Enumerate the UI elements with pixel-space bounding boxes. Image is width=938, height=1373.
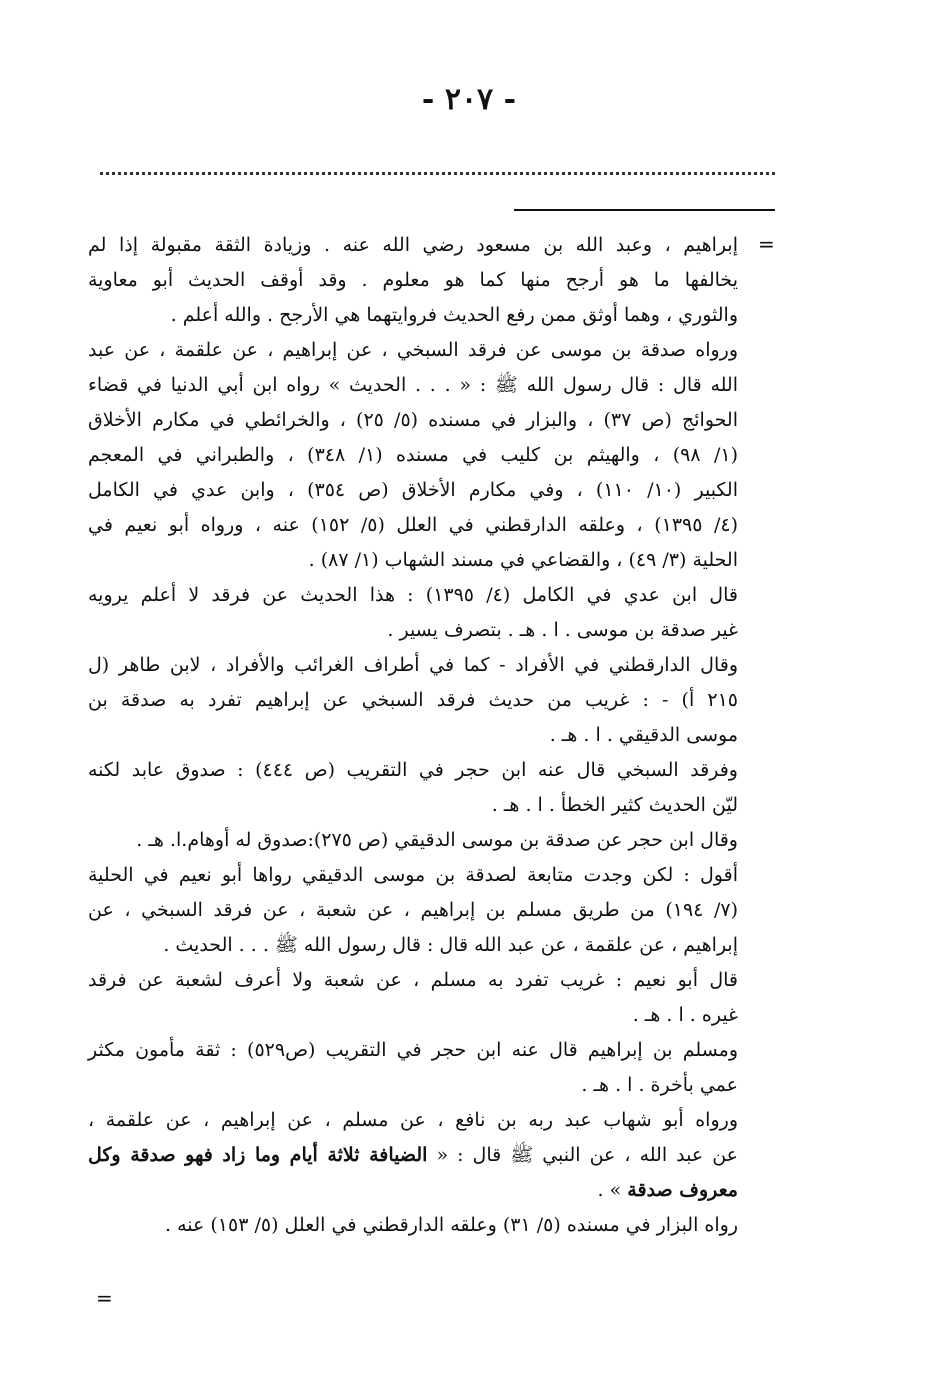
line-text: رواه البزار في مسنده (٥/ ٣١) وعلقه الدارقطني في العلل (٥/ ١٥٣) عنه . bbox=[165, 1214, 738, 1236]
line-text: وقال ابن حجر عن صدقة بن موسى الدقيقي (ص ٢٧٥):صدوق له أوهام.ا. هـ . bbox=[136, 829, 738, 851]
text-line bbox=[88, 788, 738, 823]
line-text: قال أبو نعيم : غريب تفرد به مسلم ، عن شعبة ولا أعرف لشعبة عن فرقد bbox=[88, 969, 738, 991]
line-text: موسى الدقيقي . ا . هـ . bbox=[549, 724, 738, 746]
text-line bbox=[88, 333, 738, 368]
text-line bbox=[88, 613, 738, 648]
text-line bbox=[88, 543, 738, 578]
line-text: وقال الدارقطني في الأفراد - كما في أطراف الغرائب والأفراد ، لابن طاهر (ل bbox=[88, 654, 738, 676]
text-line bbox=[88, 858, 738, 893]
text-line bbox=[88, 578, 738, 613]
text-line bbox=[88, 298, 738, 333]
text-line bbox=[88, 1103, 738, 1138]
line-text: عن عبد الله ، عن النبي ﷺ قال : « bbox=[427, 1144, 738, 1166]
text-line bbox=[88, 998, 738, 1033]
text-line bbox=[88, 1208, 738, 1243]
text-line bbox=[88, 1033, 738, 1068]
text-line bbox=[88, 263, 738, 298]
line-text: (١/ ٩٨) ، والهيثم بن كليب في مسنده (١/ ٣٤٨) ، والطبراني في المعجم bbox=[88, 444, 739, 466]
line-text: عمي بأخرة . ا . هـ . bbox=[581, 1074, 738, 1096]
continuation-marker-top: = bbox=[758, 232, 775, 256]
line-text: إبراهيم ، وعبد الله بن مسعود رضي الله عنه . وزيادة الثقة مقبولة إذا لم bbox=[88, 234, 738, 256]
line-text: ورواه أبو شهاب عبد ربه بن نافع ، عن مسلم ، عن إبراهيم ، عن علقمة ، bbox=[88, 1109, 738, 1131]
dotted-separator bbox=[100, 172, 775, 175]
hadith-quote: معروف صدقة bbox=[627, 1179, 738, 1201]
text-line bbox=[88, 648, 738, 683]
line-text: وفرقد السبخي قال عنه ابن حجر في التقريب (ص ٤٤٤) : صدوق عابد لكنه bbox=[88, 759, 738, 781]
hadith-quote: الضيافة ثلاثة أيام وما زاد فهو صدقة وكل bbox=[88, 1144, 428, 1166]
page-number: - ٢٠٧ - bbox=[421, 82, 517, 117]
line-text: غير صدقة بن موسى . ا . هـ . بتصرف يسير . bbox=[387, 619, 738, 641]
line-text: الله قال : قال رسول الله ﷺ : « . . . الحديث » رواه ابن أبي الدنيا في قضاء bbox=[88, 374, 738, 396]
text-line bbox=[88, 753, 738, 788]
line-text-end: » . bbox=[597, 1179, 628, 1201]
line-text: الحلية (٣/ ٤٩) ، والقضاعي في مسند الشهاب (١/ ٨٧) . bbox=[308, 549, 738, 571]
line-text: ومسلم بن إبراهيم قال عنه ابن حجر في التقريب (ص٥٢٩) : ثقة مأمون مكثر bbox=[88, 1039, 739, 1061]
line-text: الحوائج (ص ٣٧) ، والبزار في مسنده (٥/ ٢٥) ، والخرائطي في مكارم الأخلاق bbox=[88, 409, 738, 431]
text-line bbox=[88, 1068, 738, 1103]
line-text: والثوري ، وهما أوثق ممن رفع الحديث فروايتهما هي الأرجح . والله أعلم . bbox=[170, 304, 738, 326]
text-line bbox=[88, 928, 738, 963]
line-text: أقول : لكن وجدت متابعة لصدقة بن موسى الدقيقي رواها أبو نعيم في الحلية bbox=[88, 864, 738, 886]
text-line bbox=[88, 403, 738, 438]
line-text: الكبير (١٠/ ١١٠) ، وفي مكارم الأخلاق (ص ٣٥٤) ، وابن عدي في الكامل bbox=[88, 479, 738, 501]
text-line bbox=[88, 228, 738, 263]
line-text: إبراهيم ، عن علقمة ، عن عبد الله قال : قال رسول الله ﷺ . . . الحديث . bbox=[163, 934, 738, 956]
footnote-text bbox=[88, 228, 738, 1243]
line-text: يخالفها ما هو أرجح منها كما هو معلوم . وقد أوقف الحديث أبو معاوية bbox=[88, 269, 738, 291]
footnote-rule bbox=[514, 209, 775, 211]
line-text: ليّن الحديث كثير الخطأ . ا . هـ . bbox=[491, 794, 738, 816]
line-text: ورواه صدقة بن موسى عن فرقد السبخي ، عن إبراهيم ، عن علقمة ، عن عبد bbox=[88, 339, 738, 361]
text-line bbox=[88, 823, 738, 858]
text-line bbox=[88, 1173, 738, 1208]
text-line bbox=[88, 963, 738, 998]
text-line bbox=[88, 1138, 738, 1173]
line-text: (٧/ ١٩٤) من طريق مسلم بن إبراهيم ، عن شعبة ، عن فرقد السبخي ، عن bbox=[88, 899, 738, 921]
text-line bbox=[88, 473, 738, 508]
text-line bbox=[88, 718, 738, 753]
line-text: (٤/ ١٣٩٥) ، وعلقه الدارقطني في العلل (٥/ ١٥٢) عنه ، ورواه أبو نعيم في bbox=[88, 514, 738, 536]
text-line bbox=[88, 368, 738, 403]
text-line bbox=[88, 893, 738, 928]
line-text: غيره . ا . هـ . bbox=[632, 1004, 738, 1026]
continuation-marker-bottom: = bbox=[96, 1286, 113, 1310]
text-line bbox=[88, 683, 738, 718]
line-text: قال ابن عدي في الكامل (٤/ ١٣٩٥) : هذا الحديث عن فرقد لا أعلم يرويه bbox=[88, 584, 738, 606]
line-text: ٢١٥ أ) - : غريب من حديث فرقد السبخي عن إبراهيم تفرد به صدقة بن bbox=[88, 689, 738, 711]
text-line bbox=[88, 508, 738, 543]
text-line bbox=[88, 438, 738, 473]
